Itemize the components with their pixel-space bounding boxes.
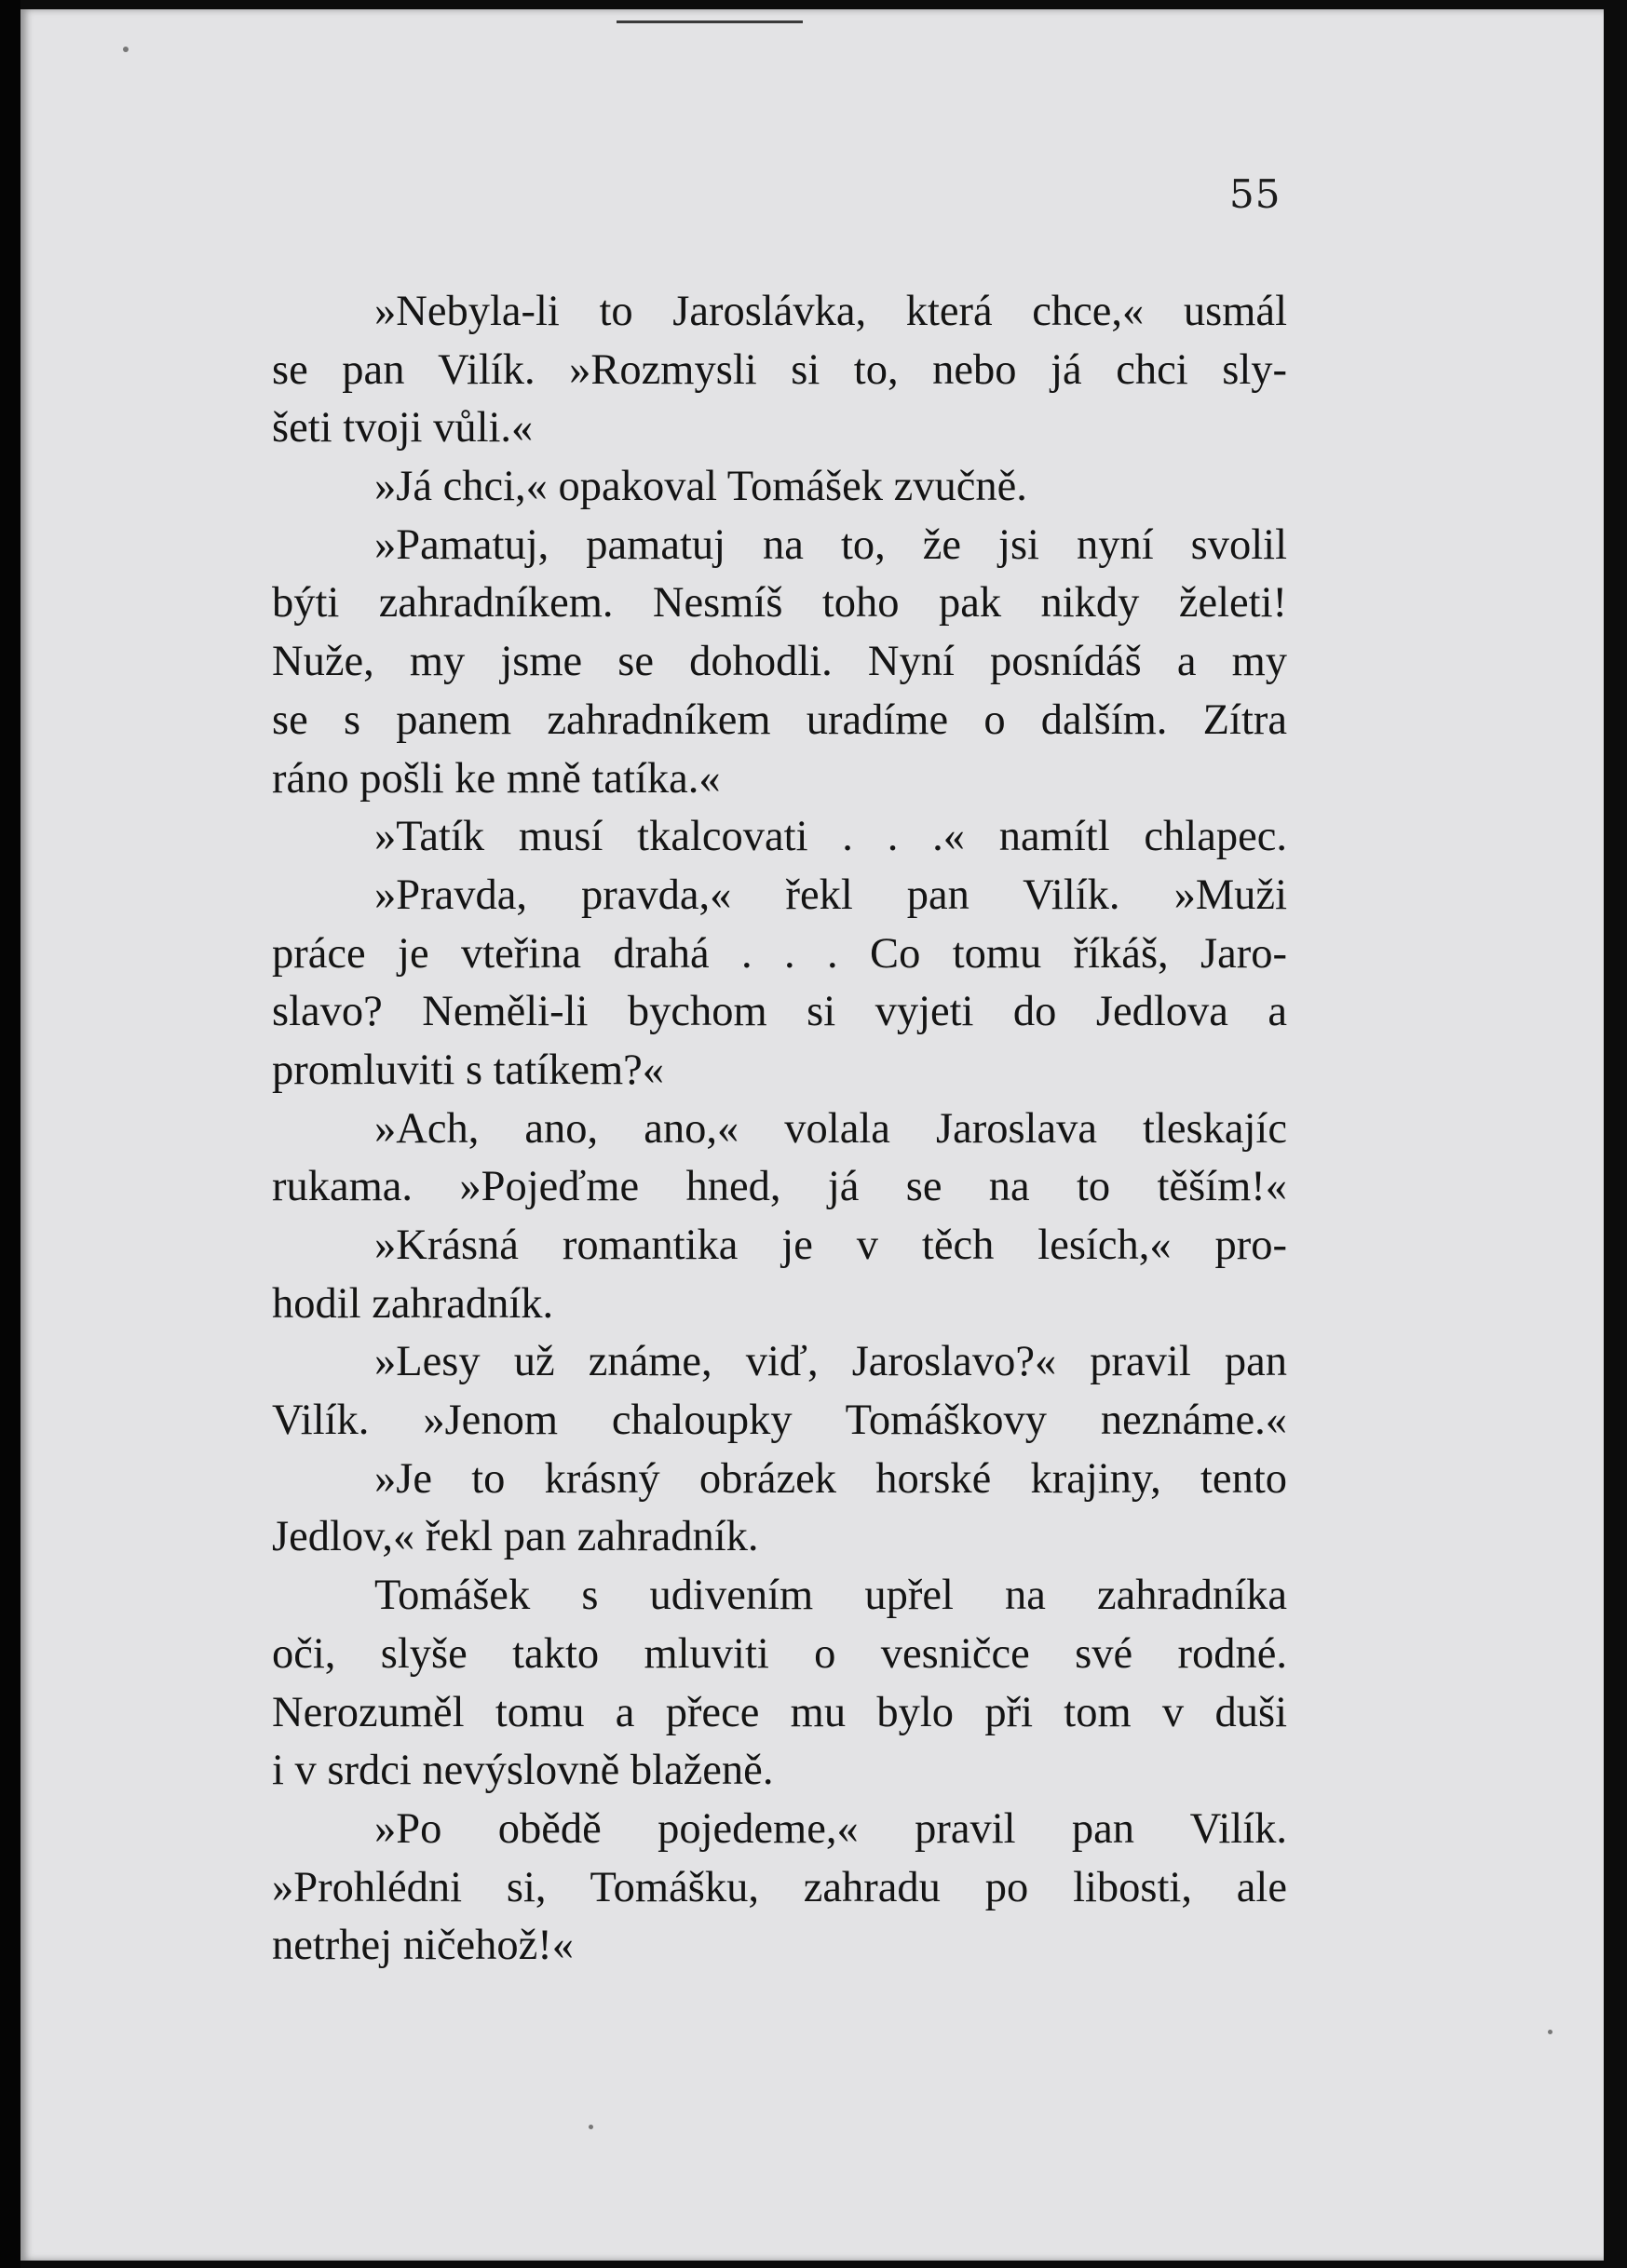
text-line: Vilík. »Jenom chaloupky Tomáškovy neznáme.« <box>272 1397 1287 1445</box>
text-line: Nerozuměl tomu a přece mu bylo při tom v duši <box>272 1688 1287 1736</box>
text-line: býti zahradníkem. Nesmíš toho pak nikdy želeti! <box>272 579 1287 628</box>
text-line: »Já chci,« opakoval Tomášek zvučně. <box>374 463 1027 511</box>
text-line: se s panem zahradníkem uradíme o dalším. Zítra <box>272 695 1287 744</box>
text-line: »Pamatuj, pamatuj na to, že jsi nyní svolil <box>374 520 1287 569</box>
text-line: »Ach, ano, ano,« volala Jaroslava tleskajíc <box>374 1104 1287 1153</box>
paper-speck <box>1548 2030 1552 2034</box>
text-line: i v srdci nevýslovně blaženě. <box>272 1747 774 1795</box>
text-line: netrhej ničehož!« <box>272 1922 575 1970</box>
text-line: promluviti s tatíkem?« <box>272 1046 665 1094</box>
page-number: 55 <box>1229 171 1281 217</box>
text-line: »Krásná romantika je v těch lesích,« pro- <box>374 1222 1287 1269</box>
top-edge-mark <box>617 20 803 23</box>
text-line: slavo? Neměli-li bychom si vyjeti do Jedlova a <box>272 988 1287 1036</box>
text-line: »Po obědě pojedeme,« pravil pan Vilík. <box>374 1804 1287 1853</box>
body-text <box>272 283 1287 1976</box>
text-line: »Je to krásný obrázek horské krajiny, tento <box>374 1454 1287 1503</box>
text-line: rukama. »Pojeďme hned, já se na to těším!« <box>272 1163 1287 1211</box>
text-line: se pan Vilík. »Rozmysli si to, nebo já chci sly- <box>272 345 1287 394</box>
text-line: práce je vteřina drahá . . . Co tomu říkáš, Jaro- <box>272 929 1287 978</box>
paper-speck <box>589 2125 593 2129</box>
book-spine-edge <box>0 0 20 2268</box>
text-line: »Nebyla-li to Jaroslávka, která chce,« usmál <box>374 288 1287 335</box>
paper-speck <box>123 47 129 52</box>
text-line: »Tatík musí tkalcovati . . .« namítl chlapec. <box>374 813 1287 861</box>
text-line: »Lesy už známe, viď, Jaroslavo?« pravil pan <box>374 1338 1287 1386</box>
text-line: ráno pošli ke mně tatíka.« <box>272 754 721 803</box>
book-page <box>20 9 1604 2261</box>
text-line: hodil zahradník. <box>272 1279 554 1328</box>
text-line: »Prohlédni si, Tomášku, zahradu po libosti, ale <box>272 1863 1287 1911</box>
text-line: šeti tvoji vůli.« <box>272 404 534 452</box>
text-line: oči, slyše takto mluviti o vesničce své rodné. <box>272 1629 1287 1678</box>
text-line: »Pravda, pravda,« řekl pan Vilík. »Muži <box>374 871 1287 919</box>
text-line: Tomášek s udivením upřel na zahradníka <box>374 1572 1287 1620</box>
text-line: Nuže, my jsme se dohodli. Nyní posnídáš a my <box>272 638 1287 686</box>
text-line: Jedlov,« řekl pan zahradník. <box>272 1513 759 1561</box>
